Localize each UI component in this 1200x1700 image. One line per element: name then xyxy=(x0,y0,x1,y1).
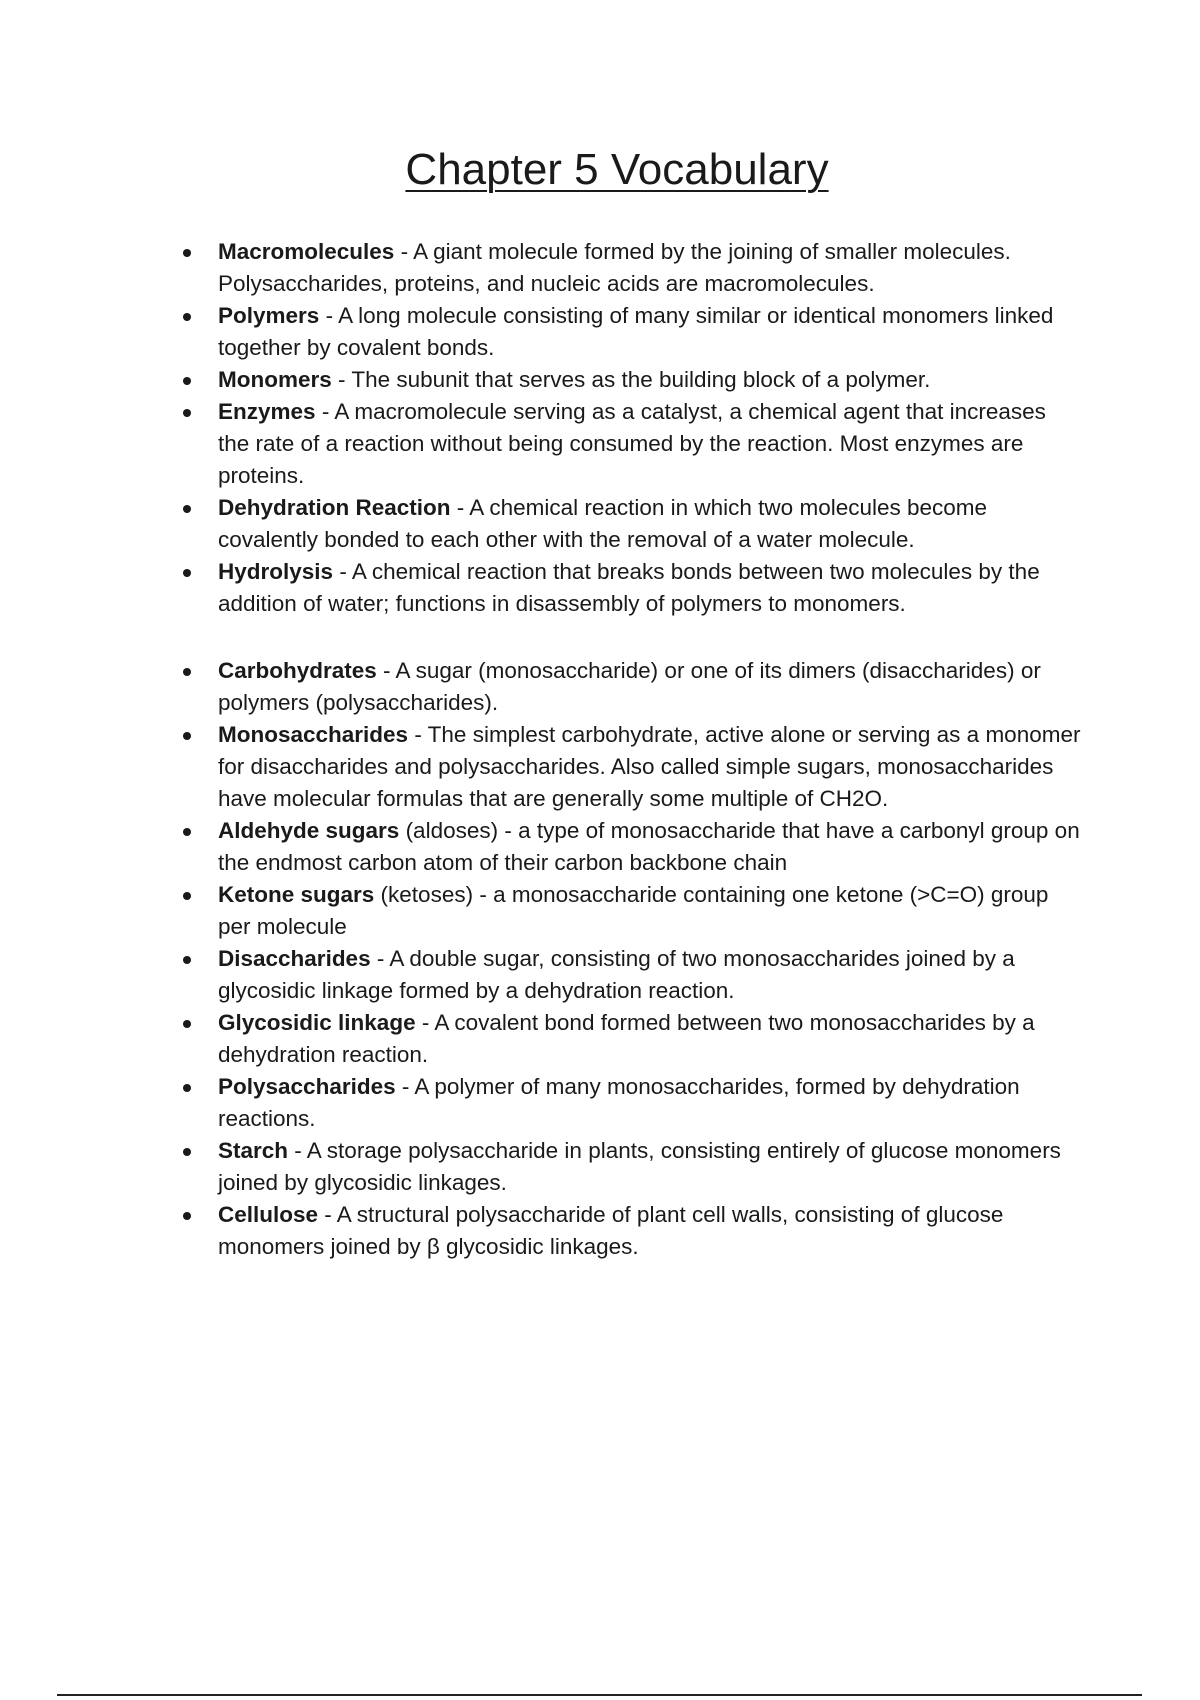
vocab-definition: - A long molecule consisting of many similar or identical monomers linked together by covalent bonds. xyxy=(218,303,1054,360)
vocab-term: Monomers xyxy=(218,367,332,392)
bullet-icon xyxy=(183,505,191,513)
vocab-term: Macromolecules xyxy=(218,239,395,264)
vocab-definition: - A covalent bond formed between two monosaccharides by a dehydration reaction. xyxy=(218,1010,1035,1067)
vocab-item-dehydration-reaction xyxy=(183,492,1083,556)
vocab-item-cellulose xyxy=(183,1199,1083,1263)
vocab-item-disaccharides xyxy=(183,943,1083,1007)
vocab-item-monosaccharides xyxy=(183,719,1083,815)
bullet-icon xyxy=(183,409,191,417)
bullet-icon xyxy=(183,1084,191,1092)
page-bottom-rule xyxy=(57,1694,1142,1696)
bullet-icon xyxy=(183,668,191,676)
vocab-definition: - The subunit that serves as the building block of a polymer. xyxy=(331,367,931,392)
vocab-term: Disaccharides xyxy=(218,946,371,971)
bullet-icon xyxy=(183,892,191,900)
page-title: Chapter 5 Vocabulary xyxy=(405,145,829,194)
vocab-item-ketone-sugars xyxy=(183,879,1083,943)
bullet-icon xyxy=(183,313,191,321)
vocab-item-aldehyde-sugars xyxy=(183,815,1083,879)
vocab-definition: - The simplest carbohydrate, active alone or serving as a monomer for disaccharides and polysaccharides. Also called simple sugars, monosaccharides have molecular formulas that are generally some multiple of CH2O. xyxy=(218,722,1081,811)
vocab-term: Monosaccharides xyxy=(218,722,409,747)
vocab-item-polysaccharides xyxy=(183,1071,1083,1135)
vocab-definition: - A sugar (monosaccharide) or one of its dimers (disaccharides) or polymers (polysaccharides). xyxy=(218,658,1041,715)
vocab-term: Polysaccharides xyxy=(218,1074,396,1099)
vocab-definition: (ketoses) - a monosaccharide containing one ketone (>C=O) group per molecule xyxy=(218,882,1049,939)
bullet-icon xyxy=(183,249,191,257)
vocab-term: Ketone sugars xyxy=(218,882,375,907)
vocab-term: Cellulose xyxy=(218,1202,319,1227)
vocab-term: Aldehyde sugars xyxy=(218,818,400,843)
vocab-item-macromolecules xyxy=(183,236,1083,300)
vocab-definition: (aldoses) - a type of monosaccharide that have a carbonyl group on the endmost carbon atom of their carbon backbone chain xyxy=(218,818,1080,875)
bullet-icon xyxy=(183,569,191,577)
vocab-definition: - A structural polysaccharide of plant cell walls, consisting of glucose monomers joined by β glycosidic linkages. xyxy=(218,1202,1004,1259)
vocab-definition: - A chemical reaction that breaks bonds between two molecules by the addition of water; functions in disassembly of polymers to monomers. xyxy=(218,559,1040,616)
bullet-icon xyxy=(183,1212,191,1220)
bullet-icon xyxy=(183,1020,191,1028)
vocab-term: Dehydration Reaction xyxy=(218,495,451,520)
vocab-term: Carbohydrates xyxy=(218,658,377,683)
vocab-definition: - A polymer of many monosaccharides, formed by dehydration reactions. xyxy=(218,1074,1020,1131)
vocab-term: Starch xyxy=(218,1138,289,1163)
vocab-item-polymers xyxy=(183,300,1083,364)
vocab-definition: - A macromolecule serving as a catalyst, a chemical agent that increases the rate of a reaction without being consumed by the reaction. Most enzymes are proteins. xyxy=(218,399,1046,488)
bullet-icon xyxy=(183,732,191,740)
vocab-list-main xyxy=(183,236,1083,620)
vocab-definition: - A storage polysaccharide in plants, consisting entirely of glucose monomers joined by glycosidic linkages. xyxy=(218,1138,1061,1195)
vocab-item-starch xyxy=(183,1135,1083,1199)
vocab-item-enzymes xyxy=(183,396,1083,492)
vocab-item-hydrolysis xyxy=(183,556,1083,620)
vocab-item-monomers xyxy=(183,364,1083,396)
vocab-item-carbohydrates xyxy=(183,655,1083,719)
bullet-icon xyxy=(183,956,191,964)
vocab-list-carbohydrates xyxy=(183,655,1083,1263)
vocab-term: Polymers xyxy=(218,303,320,328)
vocab-term: Enzymes xyxy=(218,399,316,424)
bullet-icon xyxy=(183,377,191,385)
vocab-definition: - A giant molecule formed by the joining of smaller molecules. Polysaccharides, proteins, and nucleic acids are macromolecules. xyxy=(218,239,1011,296)
vocab-term: Glycosidic linkage xyxy=(218,1010,416,1035)
bullet-icon xyxy=(183,1148,191,1156)
vocab-item-glycosidic-linkage xyxy=(183,1007,1083,1071)
vocab-definition: - A chemical reaction in which two molecules become covalently bonded to each other with the removal of a water molecule. xyxy=(218,495,988,552)
vocab-term: Hydrolysis xyxy=(218,559,334,584)
vocab-definition: - A double sugar, consisting of two monosaccharides joined by a glycosidic linkage formed by a dehydration reaction. xyxy=(218,946,1015,1003)
bullet-icon xyxy=(183,828,191,836)
